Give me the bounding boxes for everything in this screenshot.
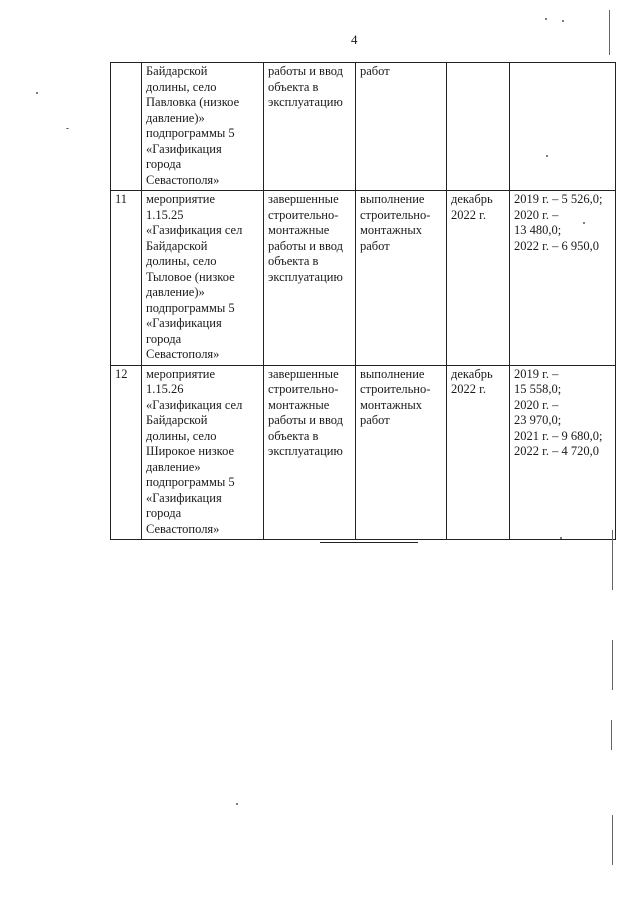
closing-rule xyxy=(320,542,418,543)
cell-row-number xyxy=(111,63,142,191)
cell-row-number: 12 xyxy=(111,365,142,540)
table-row xyxy=(111,365,616,540)
scan-speck xyxy=(583,222,585,224)
scan-edge-line xyxy=(609,10,610,55)
scan-edge-line xyxy=(611,720,612,750)
cell-deadline: декабрь 2022 г. xyxy=(447,191,510,366)
cell-event-name: мероприятие 1.15.26 «Газификация сел Байдарской долины, село Широкое низкое давление» подпрограммы 5 «Газификация города Севастополя» xyxy=(142,365,264,540)
cell-result: завершенные строительно- монтажные работы и ввод объекта в эксплуатацию xyxy=(264,191,356,366)
cell-indicator: выполнение строительно- монтажных работ xyxy=(356,191,447,366)
scan-speck xyxy=(546,155,548,157)
scan-edge-line xyxy=(612,640,613,690)
cell-result: завершенные строительно- монтажные работы и ввод объекта в эксплуатацию xyxy=(264,365,356,540)
cell-result: работы и ввод объекта в эксплуатацию xyxy=(264,63,356,191)
scan-speck xyxy=(562,20,564,22)
scan-speck xyxy=(560,537,562,539)
cell-deadline xyxy=(447,63,510,191)
cell-row-number: 11 xyxy=(111,191,142,366)
scan-edge-line xyxy=(612,530,613,590)
scan-speck xyxy=(236,803,238,805)
cell-funding: 2019 г. – 5 526,0; 2020 г. – 13 480,0; 2022 г. – 6 950,0 xyxy=(510,191,616,366)
cell-funding: 2019 г. – 15 558,0; 2020 г. – 23 970,0; 2021 г. – 9 680,0; 2022 г. – 4 720,0 xyxy=(510,365,616,540)
page-number: 4 xyxy=(351,32,358,47)
table-row xyxy=(111,191,616,366)
cell-event-name: мероприятие 1.15.25 «Газификация сел Байдарской долины, село Тыловое (низкое давление)» подпрограммы 5 «Газификация города Севастополя» xyxy=(142,191,264,366)
cell-funding xyxy=(510,63,616,191)
cell-indicator: работ xyxy=(356,63,447,191)
cell-deadline: декабрь 2022 г. xyxy=(447,365,510,540)
scan-speck xyxy=(66,128,69,129)
scan-speck xyxy=(36,92,38,94)
scan-speck xyxy=(545,18,547,20)
table-row xyxy=(111,63,616,191)
program-events-table xyxy=(110,62,616,540)
cell-event-name: Байдарской долины, село Павловка (низкое давление)» подпрограммы 5 «Газификация города Севастополя» xyxy=(142,63,264,191)
cell-indicator: выполнение строительно- монтажных работ xyxy=(356,365,447,540)
scan-edge-line xyxy=(612,815,613,865)
